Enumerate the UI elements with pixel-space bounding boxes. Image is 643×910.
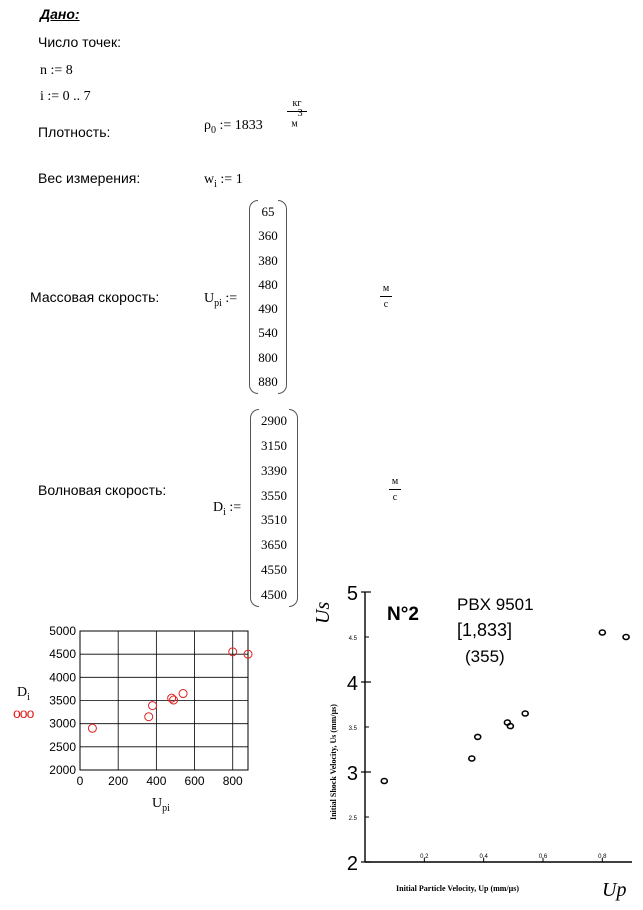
plot-x-symbol: U [152, 796, 163, 811]
wave-velocity-cell: 3650 [261, 537, 287, 553]
mass-velocity-cell: 880 [258, 373, 278, 389]
scanned-plot [312, 584, 643, 910]
mass-velocity-cell: 540 [258, 325, 278, 341]
mass-velocity-cell: 800 [258, 349, 278, 365]
density-subscript: 0 [211, 124, 216, 136]
heading: Дано: [40, 6, 80, 22]
plot-legend-markers: ooo [13, 705, 34, 721]
plot-point [145, 713, 153, 721]
wave-velocity-unit-numerator: м [391, 476, 399, 487]
mass-velocity-label: Массовая скорость: [30, 289, 160, 305]
mass-velocity-lhs [204, 291, 237, 309]
plot-point [149, 702, 157, 710]
wave-velocity-cell: 2900 [261, 413, 287, 429]
wave-velocity-label: Волновая скорость: [38, 482, 167, 498]
weight-subscript: i [214, 178, 217, 190]
scan-point [507, 724, 513, 729]
points-label: Число точек: [38, 34, 121, 50]
mass-velocity-symbol: U [204, 291, 215, 306]
plot-y-tick-label: 4500 [49, 647, 76, 662]
plot-point [170, 696, 178, 704]
wave-velocity-cell: 3390 [261, 462, 287, 478]
wave-velocity-cell: 4500 [261, 586, 287, 602]
plot-x-subscript: pi [162, 802, 170, 814]
scan-y-axis-letter: Us [312, 601, 334, 624]
wave-velocity-cell: 4550 [261, 561, 287, 577]
scan-point [623, 635, 629, 640]
scan-x-tick-label: 0.4 [479, 854, 488, 860]
weight-symbol: w [204, 172, 215, 187]
scan-y-tick-label: 5 [346, 584, 358, 605]
scan-material: PBX 9501 [457, 595, 534, 614]
scan-y-minor-label: 4.5 [348, 636, 357, 642]
plot-y-tick-label: 5000 [49, 624, 76, 638]
wave-velocity-assign: := [229, 500, 242, 515]
density-unit-denominator: м [291, 118, 298, 130]
scan-code: (355) [465, 647, 505, 666]
mass-velocity-assign: := [225, 291, 238, 306]
plot-y-tick-label: 2000 [49, 763, 76, 777]
density-unit-exponent: 3 [297, 108, 303, 119]
mass-velocity-cell: 380 [258, 252, 278, 268]
scan-y-minor-label: 2.5 [348, 816, 357, 822]
density-unit [284, 98, 310, 129]
density-symbol: ρ [204, 118, 211, 133]
i-expression: i := 0 .. 7 [40, 89, 91, 104]
scan-density: [1,833] [457, 620, 513, 640]
weight-label: Вес измерения: [38, 170, 141, 186]
scan-y-tick-label: 4 [346, 673, 358, 695]
plot-y-label [17, 685, 30, 703]
scan-x-axis-letter: Up [602, 879, 627, 901]
plot-x-tick-label: 200 [108, 774, 129, 788]
scan-y-tick-label: 2 [346, 853, 358, 875]
wave-velocity-subscript: i [223, 506, 226, 518]
density-unit-numerator: кг [292, 98, 302, 109]
wave-velocity-unit [387, 476, 403, 503]
plot-y-symbol: D [17, 685, 28, 700]
wave-velocity-lhs [213, 500, 241, 518]
plot-y-tick-label: 4000 [49, 670, 76, 685]
density-value: := 1833 [219, 118, 263, 133]
scan-y-title: Initial Shock Velocity, Us (mm/µs) [329, 704, 338, 820]
scan-point [522, 711, 528, 716]
scan-x-tick-label: 0.2 [420, 854, 429, 860]
mass-velocity-unit-denominator: с [383, 299, 389, 310]
wave-velocity-cell: 3150 [261, 438, 287, 454]
mass-velocity-cell: 65 [261, 204, 275, 220]
scan-tag: N°2 [387, 604, 419, 625]
plot-y-tick-label: 3500 [49, 693, 76, 708]
wave-velocity-cell: 3550 [261, 487, 287, 503]
mathcad-plot [40, 620, 260, 790]
plot-x-tick-label: 600 [184, 774, 205, 788]
mass-velocity-cell: 490 [258, 301, 278, 317]
scan-y-tick-label: 3 [346, 763, 358, 785]
plot-point [179, 690, 187, 698]
wave-velocity-unit-denominator: с [392, 492, 398, 503]
plot-point [88, 724, 96, 732]
mass-velocity-unit [378, 283, 394, 310]
weight-expression [204, 172, 243, 190]
plot-x-tick-label: 400 [146, 774, 167, 788]
plot-x-tick-label: 0 [76, 774, 84, 788]
density-expression [204, 118, 263, 136]
weight-value: := 1 [220, 172, 243, 187]
mass-velocity-matrix [249, 200, 287, 394]
scan-y-minor-label: 3.5 [348, 726, 357, 732]
scan-point [469, 756, 475, 761]
mass-velocity-subscript: pi [214, 297, 222, 309]
mass-velocity-unit-numerator: м [382, 283, 390, 294]
plot-y-subscript: i [27, 691, 30, 703]
scan-x-tick-label: 0.6 [538, 854, 548, 860]
wave-velocity-symbol: D [213, 500, 224, 515]
plot-x-tick-label: 800 [222, 774, 243, 788]
plot-point [168, 694, 176, 702]
mass-velocity-cell: 360 [258, 228, 278, 244]
plot-x-label [152, 796, 170, 814]
scan-point [599, 630, 605, 635]
plot-y-tick-label: 3000 [49, 716, 76, 731]
scan-point [475, 734, 481, 739]
wave-velocity-matrix [250, 409, 298, 607]
n-expression: n := 8 [40, 63, 73, 78]
scan-point [381, 779, 387, 784]
scan-x-tick-label: 0.8 [598, 854, 607, 860]
mass-velocity-cell: 480 [258, 276, 278, 292]
scan-x-title: Initial Particle Velocity, Up (mm/µs) [396, 884, 520, 893]
wave-velocity-cell: 3510 [261, 512, 287, 528]
plot-y-tick-label: 2500 [49, 739, 76, 754]
density-label: Плотность: [38, 124, 111, 140]
